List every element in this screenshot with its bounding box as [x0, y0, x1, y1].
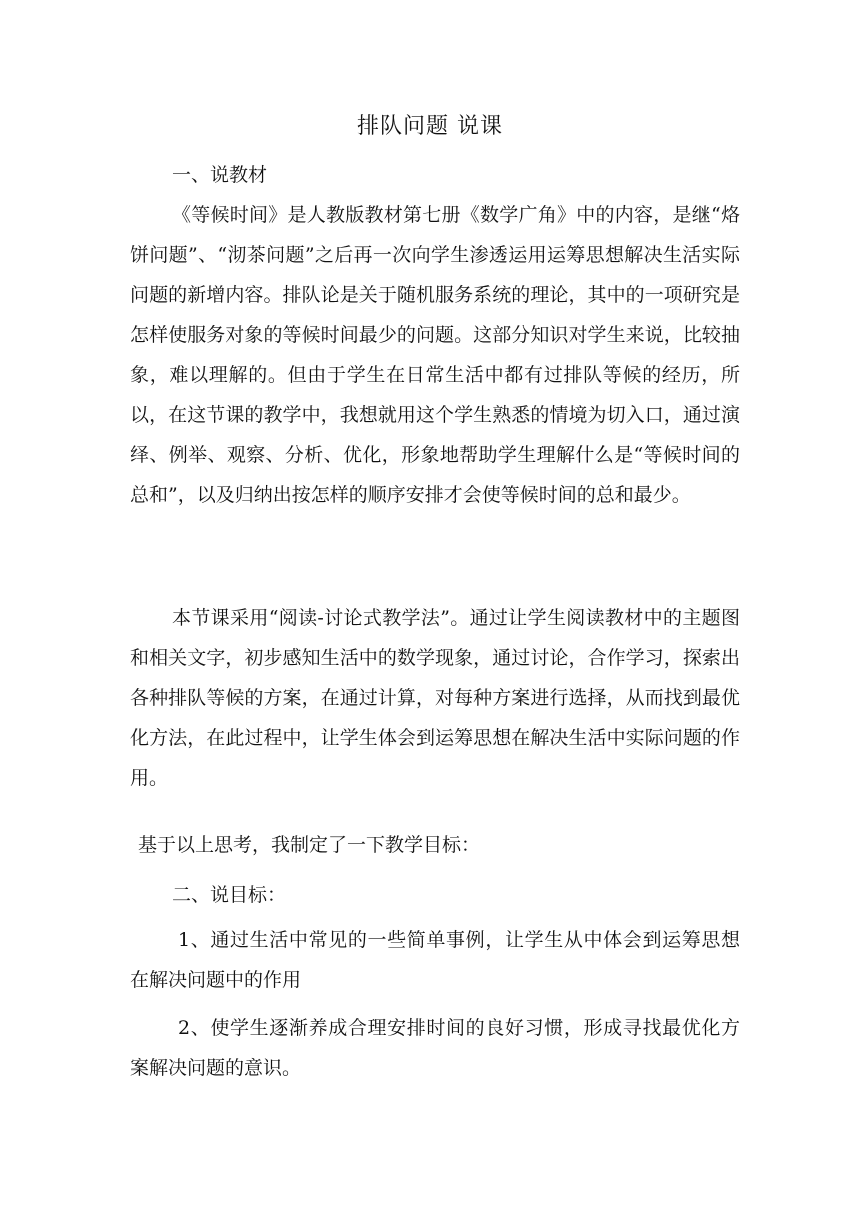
paragraph-material-description: 《等候时间》是人教版教材第七册《数学广角》中的内容，是继“烙饼问题”、“沏茶问题”之后再一次向学生渗透运用运筹思想解决生活实际问题的新增内容。排队论是关于随机服务系统的理论，其中的一项研究是怎样使服务对象的等候时间最少的问题。这部分知识对学生来说，比较抽象，难以理解的。但由于学生在日常生活中都有过排队等候的经历，所以，在这节课的教学中，我想就用这个学生熟悉的情境为切入口，通过演绎、例举、观察、分析、优化，形象地帮助学生理解什么是“等候时间的总和”，以及归纳出按怎样的顺序安排才会使等候时间的总和最少。: [130, 204, 740, 506]
document-title: 排队问题 说课: [357, 114, 503, 139]
objective-item-2: 2、使学生逐渐养成合理安排时间的良好习惯，形成寻找最优化方案解决问题的意识。: [130, 1017, 740, 1079]
paragraph-teaching-method: 本节课采用“阅读-讨论式教学法”。通过让学生阅读教材中的主题图和相关文字，初步感知生活中的数学现象，通过讨论，合作学习，探索出各种排队等候的方案，在通过计算，对每种方案进行选择，从而找到最优化方法，在此过程中，让学生体会到运筹思想在解决生活中实际问题的作用。: [130, 607, 740, 789]
section-heading-teaching-material: 一、说教材: [172, 164, 268, 186]
paragraph-transition: 基于以上思考，我制定了一下教学目标：: [138, 834, 481, 856]
objective-item-1: 1、通过生活中常见的一些简单事例，让学生从中体会到运筹思想在解决问题中的作用: [130, 929, 740, 991]
section-heading-objectives: 二、说目标：: [172, 884, 287, 906]
